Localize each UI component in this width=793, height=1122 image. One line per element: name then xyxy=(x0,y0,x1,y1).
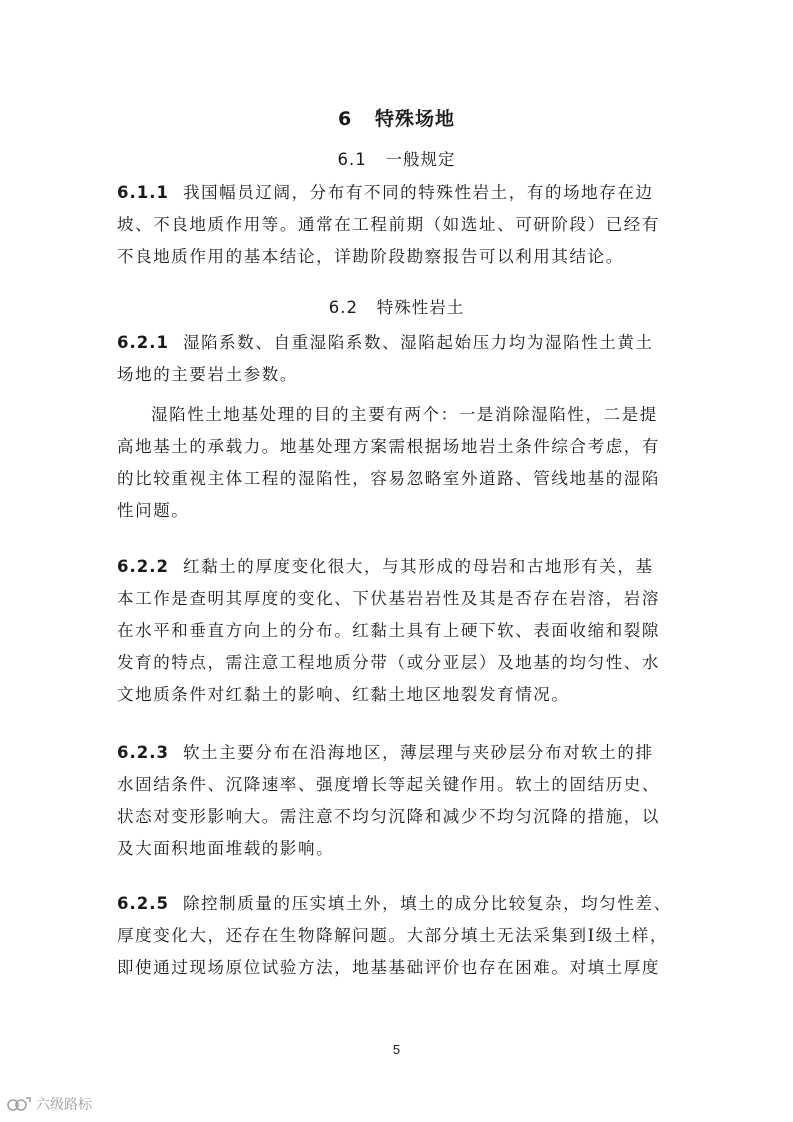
watermark xyxy=(6,1094,92,1114)
clause-number: 6.1.1 xyxy=(117,183,169,202)
watermark-logo-icon xyxy=(6,1095,32,1113)
watermark-text: 六级路标 xyxy=(36,1097,92,1113)
clause-6-2-1-paragraph-2: 湿陷性土地基处理的目的主要有两个：一是消除湿陷性，二是提 高地基土的承载力。地基处理方案需根据场地岩土条件综合考虑，有 的比较重视主体工程的湿陷性，容易忽略室外道路、管线地基的湿陷 性问题。 xyxy=(117,405,660,520)
clause-6-1-1: 6.1.1 我国幅员辽阔，分布有不同的特殊性岩土，有的场地存在边 坡、不良地质作用等。通常在工程前期（如选址、可研阶段）已经有 不良地质作用的基本结论，详勘阶段勘察报告可以利用其结论。 xyxy=(117,183,660,266)
clause-number: 6.2.5 xyxy=(117,894,169,913)
clause-6-2-2: 6.2.2 红黏土的厚度变化很大，与其形成的母岩和古地形有关，基 本工作是查明其厚度的变化、下伏基岩岩性及其是否存在岩溶，岩溶 在水平和垂直方向上的分布。红黏土具有上硬下软、表面收缩和裂隙 发育的特点，需注意工程地质分带（或分亚层）及地基的均匀性、水 文地质条件对红黏土的影响、红黏土地区地裂发育情况。 xyxy=(117,557,660,704)
page-number: 5 xyxy=(392,1042,401,1057)
clause-number: 6.2.3 xyxy=(117,743,169,762)
clause-6-2-3: 6.2.3 软土主要分布在沿海地区，薄层理与夹砂层分布对软土的排 水固结条件、沉降速率、强度增长等起关键作用。软土的固结历史、 状态对变形影响大。需注意不均匀沉降和减少不均匀沉降的措施，以 及大面积地面堆载的影响。 xyxy=(117,743,660,858)
section-title-6-1: 6.1 一般规定 xyxy=(337,150,456,169)
chapter-number: 6 xyxy=(337,108,353,130)
clause-6-2-1: 6.2.1 湿陷系数、自重湿陷系数、湿陷起始压力均为湿陷性土黄土 场地的主要岩土参数。 xyxy=(117,333,654,384)
clause-number: 6.2.2 xyxy=(117,557,169,576)
section-title-6-2: 6.2 特殊性岩土 xyxy=(328,298,465,317)
chapter-title-text: 特殊场地 xyxy=(375,108,456,130)
chapter-title xyxy=(0,104,793,131)
clause-6-2-5: 6.2.5 除控制质量的压实填土外，填土的成分比较复杂，均匀性差、 厚度变化大，还存在生物降解问题。大部分填土无法采集到Ⅰ级土样， 即使通过现场原位试验方法，地基基础评价也存在困难。对填土厚度 xyxy=(117,894,672,977)
clause-number: 6.2.1 xyxy=(117,333,169,352)
